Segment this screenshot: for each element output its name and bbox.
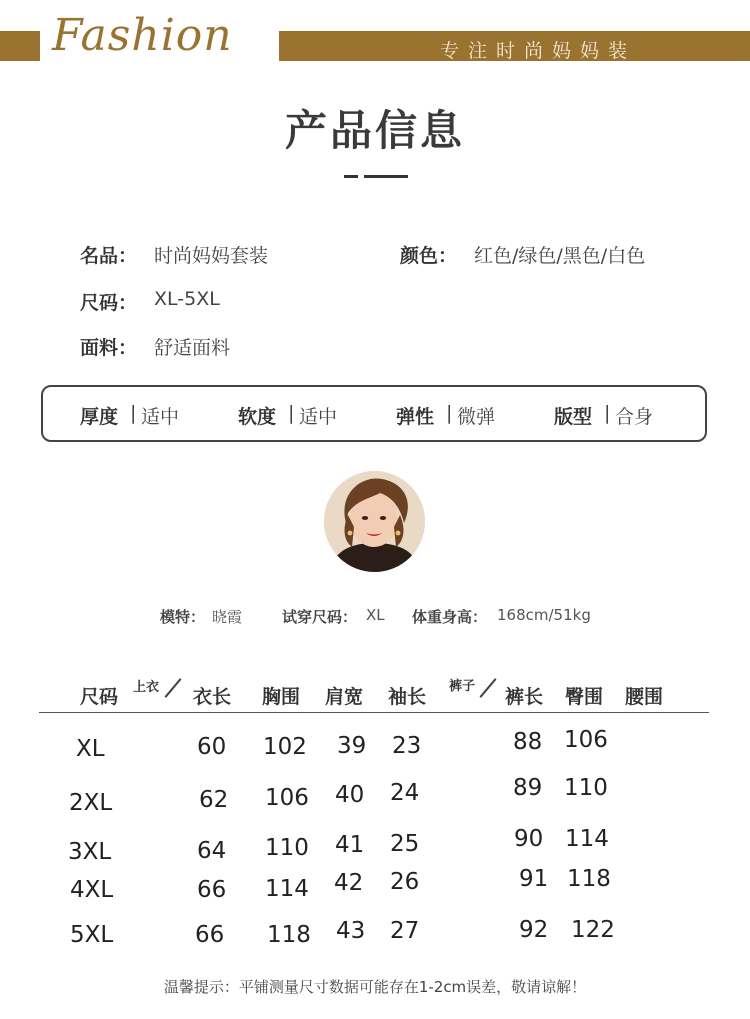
brand-logo: Fashion	[52, 10, 233, 61]
attr-softness-sep: |	[288, 402, 295, 424]
header-chest: 胸围	[262, 686, 301, 708]
product-name-label: 名品：	[80, 245, 138, 267]
row-5xl-sleeve: 27	[390, 918, 420, 944]
attr-thickness-value: 适中	[141, 406, 180, 428]
product-color-value: 红色/绿色/黑色/白色	[474, 245, 646, 267]
model-name-value: 晓霞	[212, 608, 243, 626]
row-5xl-chest: 118	[267, 922, 311, 948]
model-size-value: XL	[366, 606, 385, 624]
row-4xl-sleeve: 26	[390, 869, 420, 895]
row-xl-chest: 102	[263, 734, 307, 760]
row-4xl-pants-length: 91	[519, 866, 549, 892]
product-name-value: 时尚妈妈套装	[154, 245, 269, 267]
product-fabric-value: 舒适面料	[154, 337, 231, 359]
row-3xl-hip: 114	[565, 826, 609, 852]
header-sleeve: 袖长	[388, 686, 427, 708]
title-divider-long	[364, 175, 408, 178]
header-length: 衣长	[193, 686, 232, 708]
model-avatar	[324, 471, 425, 572]
row-2xl-chest: 106	[265, 785, 309, 811]
row-xl-size: XL	[76, 736, 105, 762]
row-3xl-size: 3XL	[68, 839, 112, 865]
row-xl-pants-length: 88	[513, 729, 543, 755]
title-divider-short	[344, 175, 358, 178]
header-pants-length: 裤长	[505, 686, 544, 708]
product-size-label: 尺码：	[80, 292, 138, 314]
row-xl-shoulder: 39	[337, 733, 367, 759]
row-5xl-pants-length: 92	[519, 917, 549, 943]
product-size-value: XL-5XL	[154, 288, 220, 310]
attr-thickness-sep: |	[130, 402, 137, 424]
brand-slogan: 专注时尚妈妈装	[440, 40, 637, 62]
attr-elasticity-sep: |	[446, 402, 453, 424]
row-3xl-sleeve: 25	[390, 831, 420, 857]
model-body-label: 体重身高：	[412, 608, 488, 626]
row-3xl-chest: 110	[265, 835, 309, 861]
row-xl-sleeve: 23	[392, 733, 422, 759]
row-4xl-hip: 118	[567, 866, 611, 892]
attr-fit-key: 版型	[554, 406, 593, 428]
row-4xl-size: 4XL	[70, 877, 114, 903]
row-2xl-length: 62	[199, 787, 229, 813]
row-2xl-sleeve: 24	[390, 780, 420, 806]
row-4xl-length: 66	[197, 877, 227, 903]
row-4xl-shoulder: 42	[334, 870, 364, 896]
model-name-label: 模特：	[160, 608, 206, 626]
top-group-label: 上衣	[133, 680, 160, 695]
row-3xl-pants-length: 90	[514, 826, 544, 852]
row-5xl-size: 5XL	[70, 922, 114, 948]
size-column-header: 尺码	[80, 686, 119, 708]
row-3xl-shoulder: 41	[335, 832, 365, 858]
row-4xl-chest: 114	[265, 876, 309, 902]
header-shoulder: 肩宽	[325, 686, 364, 708]
attr-thickness-key: 厚度	[80, 406, 119, 428]
model-size-label: 试穿尺码：	[282, 608, 358, 626]
attr-elasticity-value: 微弹	[457, 406, 496, 428]
row-2xl-shoulder: 40	[335, 782, 365, 808]
page-title: 产品信息	[284, 106, 465, 155]
attr-fit-value: 合身	[615, 406, 654, 428]
measurement-tip: 温馨提示：平铺测量尺寸数据可能存在1-2cm误差，敬请谅解！	[163, 978, 587, 996]
attr-softness-value: 适中	[299, 406, 338, 428]
row-xl-hip: 106	[564, 727, 608, 753]
table-rule	[39, 712, 709, 713]
row-2xl-pants-length: 89	[513, 775, 543, 801]
product-fabric-label: 面料：	[80, 337, 138, 359]
attr-fit-sep: |	[604, 402, 611, 424]
row-2xl-hip: 110	[564, 775, 608, 801]
pants-group-slash	[480, 678, 497, 698]
row-5xl-shoulder: 43	[336, 918, 366, 944]
row-5xl-length: 66	[195, 922, 225, 948]
attr-elasticity-key: 弹性	[396, 406, 435, 428]
top-group-slash	[165, 678, 182, 698]
header-hip: 臀围	[565, 686, 604, 708]
pants-group-label: 裤子	[449, 679, 476, 694]
model-portrait-icon	[324, 471, 425, 572]
header-band-left	[0, 31, 40, 61]
model-body-value: 168cm/51kg	[497, 606, 591, 624]
header-waist: 腰围	[625, 686, 664, 708]
attr-softness-key: 软度	[238, 406, 277, 428]
row-2xl-size: 2XL	[69, 790, 113, 816]
row-5xl-hip: 122	[571, 917, 615, 943]
row-3xl-length: 64	[197, 838, 227, 864]
product-color-label: 颜色：	[400, 245, 458, 267]
row-xl-length: 60	[197, 734, 227, 760]
